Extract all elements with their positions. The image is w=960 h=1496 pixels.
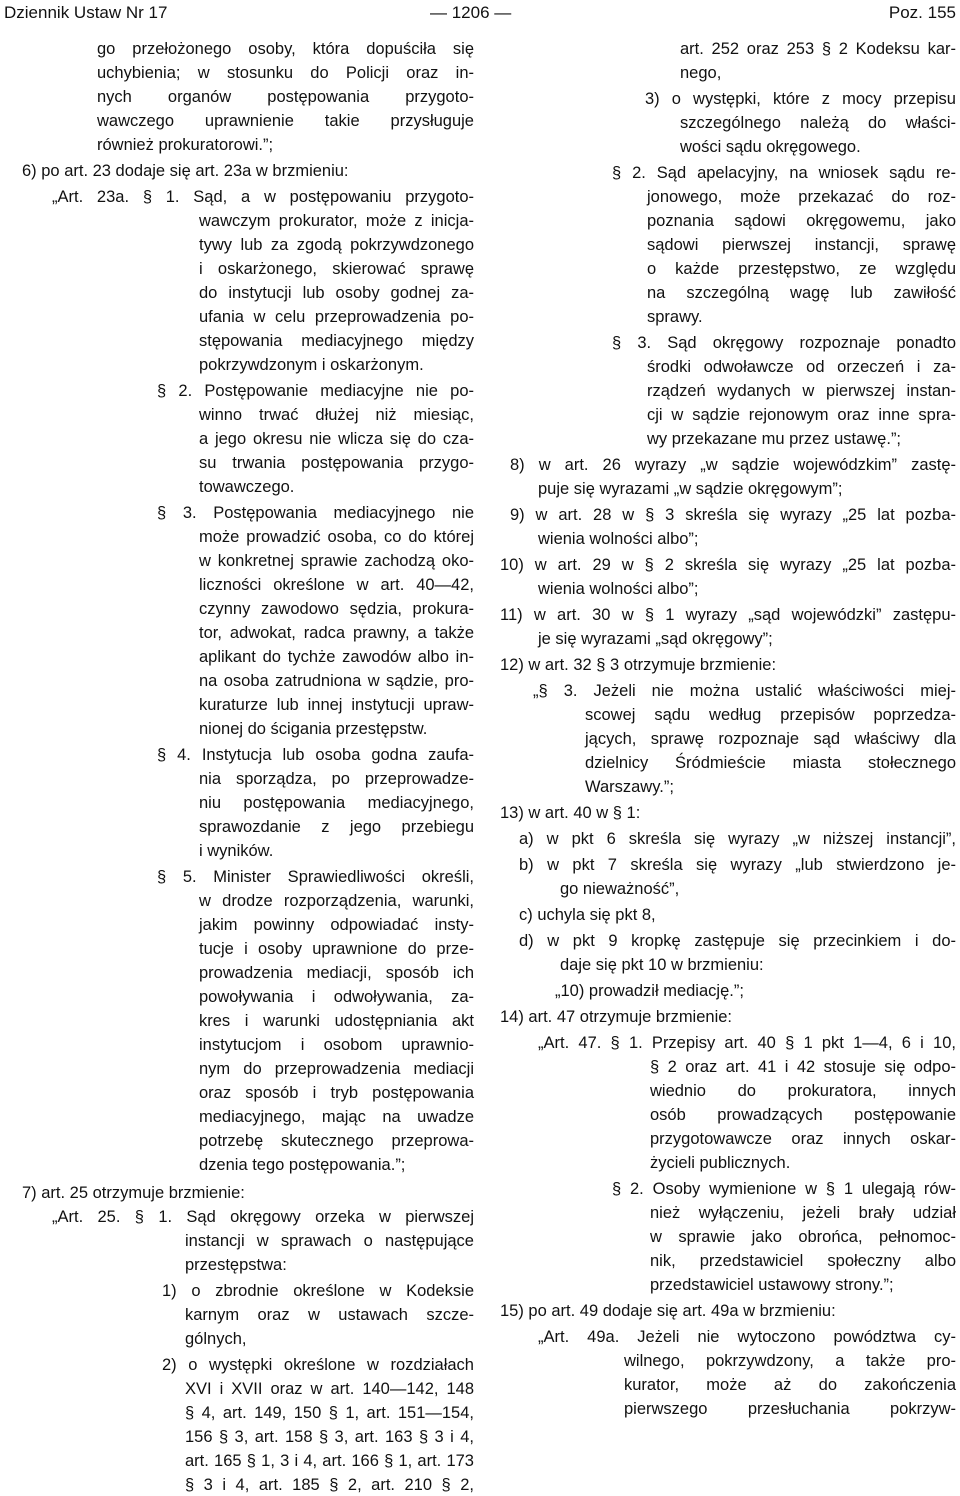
text-line: osób prowadzących postępowanie <box>650 1106 956 1124</box>
text-line: § 2. Postępowanie mediacyjne nie po- <box>157 382 474 400</box>
text-line: 15) po art. 49 dodaje się art. 49a w brzmieniu: <box>500 1302 836 1320</box>
text-line: sprawy. <box>647 308 703 326</box>
position-number: Poz. 155 <box>888 3 956 22</box>
text-line: § 2 oraz art. 41 i 42 stosuje się odpo- <box>650 1058 956 1076</box>
text-line: kres i warunki udostępniania akt <box>199 1012 474 1030</box>
text-line: daje się pkt 10 w brzmieniu: <box>560 956 764 974</box>
text-line: 6) po art. 23 dodaje się art. 23a w brzmieniu: <box>22 162 349 180</box>
text-line: rządzeń wydanych w pierwszej instan- <box>647 382 956 400</box>
text-line: mediacyjnego, mając na uwadze <box>199 1108 474 1126</box>
text-line: niu postępowania mediacyjnego, <box>199 794 474 812</box>
text-line: jakim powinny odpowiadać insty- <box>199 916 474 934</box>
text-line: środki odwoławcze od orzeczeń i za- <box>647 358 956 376</box>
text-line: kuraturze lub innej instytucji upraw- <box>199 696 474 714</box>
text-line: wawczego uprawnienie takie przysługuje <box>97 112 474 130</box>
text-line: nych organów postępowania przygoto- <box>97 88 474 106</box>
text-line: scowej sądu według przepisów poprzedza- <box>585 706 956 724</box>
text-line: na szczególną wagę lub zawiłość <box>647 284 956 302</box>
text-line: w konkretnej sprawie zachodzą oko- <box>199 552 474 570</box>
text-line: art. 165 § 1, 3 i 4, art. 166 § 1, art. 173 <box>185 1452 474 1470</box>
text-line: również prokuratorowi.”; <box>97 136 274 154</box>
text-line: karnym oraz w ustawach szcze- <box>185 1306 474 1324</box>
text-line: nego, <box>680 64 722 82</box>
text-line: § 3. Sąd okręgowy rozpoznaje ponadto <box>612 334 956 352</box>
text-line: ufania w celu przeprowadzenia po- <box>199 308 474 326</box>
text-line: wilnego, pokrzywdzony, a także pro- <box>624 1352 956 1370</box>
text-line: w sprawie jako obrońca, pełnomoc- <box>650 1228 956 1246</box>
text-line: do instytucji lub osoby godnej za- <box>199 284 474 302</box>
text-line: 2) o występki określone w rozdziałach <box>162 1356 474 1374</box>
text-line: 9) w art. 28 w § 3 skreśla się wyrazy „25 lat pozba- <box>510 506 956 524</box>
text-line: pokrzywdzonym i oskarżonym. <box>199 356 424 374</box>
text-line: tywy lub za zgodą pokrzywdzonego <box>199 236 474 254</box>
text-line: w drodze rozporządzenia, warunki, <box>199 892 474 910</box>
text-line: cji w sądzie rejonowym oraz inne spra- <box>647 406 956 424</box>
text-line: go przełożonego osoby, która dopuściła się <box>97 40 474 58</box>
text-line: potrzebę skutecznego przeprowa- <box>199 1132 474 1150</box>
text-line: czynny zawodowo sędzia, prokura- <box>199 600 474 618</box>
text-line: wości sądu okręgowego. <box>680 138 861 156</box>
text-line: 12) w art. 32 § 3 otrzymuje brzmienie: <box>500 656 777 674</box>
text-line: aplikant do tychże zawodów albo in- <box>199 648 474 666</box>
text-line: wiednio do prokuratora, innych <box>650 1082 956 1100</box>
text-line: na osoba zatrudniona w sądzie, pro- <box>199 672 474 690</box>
text-line: instancji w sprawach o następujące <box>185 1232 474 1250</box>
text-line: „Art. 49a. Jeżeli nie wytoczono powództwa cy- <box>538 1328 956 1346</box>
page-header <box>0 0 960 26</box>
text-line: „Art. 25. § 1. Sąd okręgowy orzeka w pierwszej <box>52 1208 474 1226</box>
text-line: stępowania mediacyjnego między <box>199 332 474 350</box>
text-line: nym do przeprowadzenia mediacji <box>199 1060 474 1078</box>
text-line: wawczym prokurator, może z inicja- <box>199 212 474 230</box>
text-line: 11) w art. 30 w § 1 wyrazy „sąd wojewódzki” zastępu- <box>500 606 956 624</box>
text-line: a) w pkt 6 skreśla się wyrazy „w niższej instancji”, <box>519 830 956 848</box>
text-line: „Art. 23a. § 1. Sąd, a w postępowaniu przygoto- <box>52 188 474 206</box>
text-line: 10) w art. 29 w § 2 skreśla się wyrazy „25 lat pozba- <box>500 556 956 574</box>
text-line: sprawozdanie z jego przebiegu <box>199 818 474 836</box>
text-line: oraz sposób i tryb postępowania <box>199 1084 474 1102</box>
text-line: nia sporządza, po przeprowadze- <box>199 770 474 788</box>
text-line: i wyników. <box>199 842 274 860</box>
text-line: „10) prowadził mediację.”; <box>555 982 744 1000</box>
text-line: Warszawy.”; <box>585 778 674 796</box>
text-line: 156 § 3, art. 158 § 3, art. 163 § 3 i 4, <box>185 1428 474 1446</box>
text-line: puje się wyrazami „w sądzie okręgowym”; <box>538 480 843 498</box>
text-line: dzielnicy Śródmieście miasta stołecznego <box>585 754 956 772</box>
text-line: § 4. Instytucja lub osoba godna zaufa- <box>157 746 474 764</box>
text-line: „§ 3. Jeżeli nie można ustalić właściwości miej- <box>533 682 956 700</box>
text-line: 1) o zbrodnie określone w Kodeksie <box>162 1282 474 1300</box>
text-line: instytucjom i osobom uprawnio- <box>199 1036 474 1054</box>
text-line: § 2. Osoby wymienione w § 1 ulegają rów- <box>612 1180 956 1198</box>
text-line: 7) art. 25 otrzymuje brzmienie: <box>22 1184 245 1202</box>
text-line: b) w pkt 7 skreśla się wyrazy „lub stwierdzono je- <box>519 856 956 874</box>
text-line: § 2. Sąd apelacyjny, na wniosek sądu re- <box>612 164 956 182</box>
text-line: 13) w art. 40 w § 1: <box>500 804 641 822</box>
text-line: towawczego. <box>199 478 295 496</box>
text-line: 14) art. 47 otrzymuje brzmienie: <box>500 1008 733 1026</box>
text-line: „Art. 47. § 1. Przepisy art. 40 § 1 pkt 1—4, 6 i 10, <box>538 1034 956 1052</box>
text-line: prowadzenia mediacji, sposób ich <box>199 964 474 982</box>
text-line: poznania sądowi okręgowemu, jako <box>647 212 956 230</box>
text-line: powoływania i odwoływania, za- <box>199 988 474 1006</box>
text-line: c) uchyla się pkt 8, <box>519 906 656 924</box>
text-line: i oskarżonego, skierować sprawę <box>199 260 474 278</box>
text-line: je się wyrazami „sąd okręgowy”; <box>538 630 773 648</box>
text-line: XVI i XVII oraz w art. 140—142, 148 <box>185 1380 474 1398</box>
text-line: wienia wolności albo”; <box>538 580 699 598</box>
text-line: wy przekazane mu przez ustawę.”; <box>647 430 902 448</box>
text-line: § 5. Minister Sprawiedliwości określi, <box>157 868 474 886</box>
text-line: go nieważność”, <box>560 880 680 898</box>
page-number: — 1206 — <box>430 3 512 22</box>
text-line: przestępstwa: <box>185 1256 287 1274</box>
text-line: przedstawiciel ustawowy strony.”; <box>650 1276 894 1294</box>
text-line: tucje i osoby uprawnione do prze- <box>199 940 474 958</box>
journal-title: Dziennik Ustaw Nr 17 <box>4 3 168 22</box>
text-line: dzenia tego postępowania.”; <box>199 1156 406 1174</box>
text-line: su trwania postępowania przygo- <box>199 454 474 472</box>
text-line: gólnych, <box>185 1330 247 1348</box>
text-line: życieli publicznych. <box>650 1154 791 1172</box>
text-line: liczności określone w art. 40—42, <box>199 576 474 594</box>
text-line: nionej do ścigania przestępstw. <box>199 720 428 738</box>
text-line: a jego okresu nie wlicza się do cza- <box>199 430 474 448</box>
text-line: szczególnego należą do właści- <box>680 114 956 132</box>
text-line: tor, adwokat, radca prawny, a także <box>199 624 474 642</box>
text-line: sądowi pierwszej instancji, sprawę <box>647 236 956 254</box>
text-line: jących, sprawę rozpoznaje sąd właściwy dla <box>585 730 956 748</box>
text-line: przygotowawcze oraz innych oskar- <box>650 1130 956 1148</box>
text-line: 8) w art. 26 wyrazy „w sądzie wojewódzkim” zastę- <box>510 456 956 474</box>
text-line: § 3. Postępowania mediacyjnego nie <box>157 504 474 522</box>
text-line: d) w pkt 9 kropkę zastępuje się przecinkiem i do- <box>519 932 956 950</box>
text-line: § 4, art. 149, 150 § 1, art. 151—154, <box>185 1404 474 1422</box>
text-line: wienia wolności albo”; <box>538 530 699 548</box>
text-line: art. 252 oraz 253 § 2 Kodeksu kar- <box>680 40 956 58</box>
text-line: nik, przedstawiciel społeczny albo <box>650 1252 956 1270</box>
text-line: pierwszego przesłuchania pokrzyw- <box>624 1400 956 1418</box>
text-line: uchybienia; w stosunku do Policji oraz in- <box>97 64 474 82</box>
text-line: 3) o występki, które z mocy przepisu <box>645 90 956 108</box>
text-line: jonowego, może przekazać do roz- <box>647 188 956 206</box>
text-line: o każde przestępstwo, ze względu <box>647 260 956 278</box>
text-line: § 3 i 4, art. 185 § 2, art. 210 § 2, <box>185 1476 474 1494</box>
text-line: kurator, może aż do zakończenia <box>624 1376 956 1394</box>
text-line: nież wyłączeniu, jeżeli brały udział <box>650 1204 956 1222</box>
text-line: może prowadzić osoba, co do której <box>199 528 474 546</box>
text-line: winno trwać dłużej niż miesiąc, <box>199 406 474 424</box>
